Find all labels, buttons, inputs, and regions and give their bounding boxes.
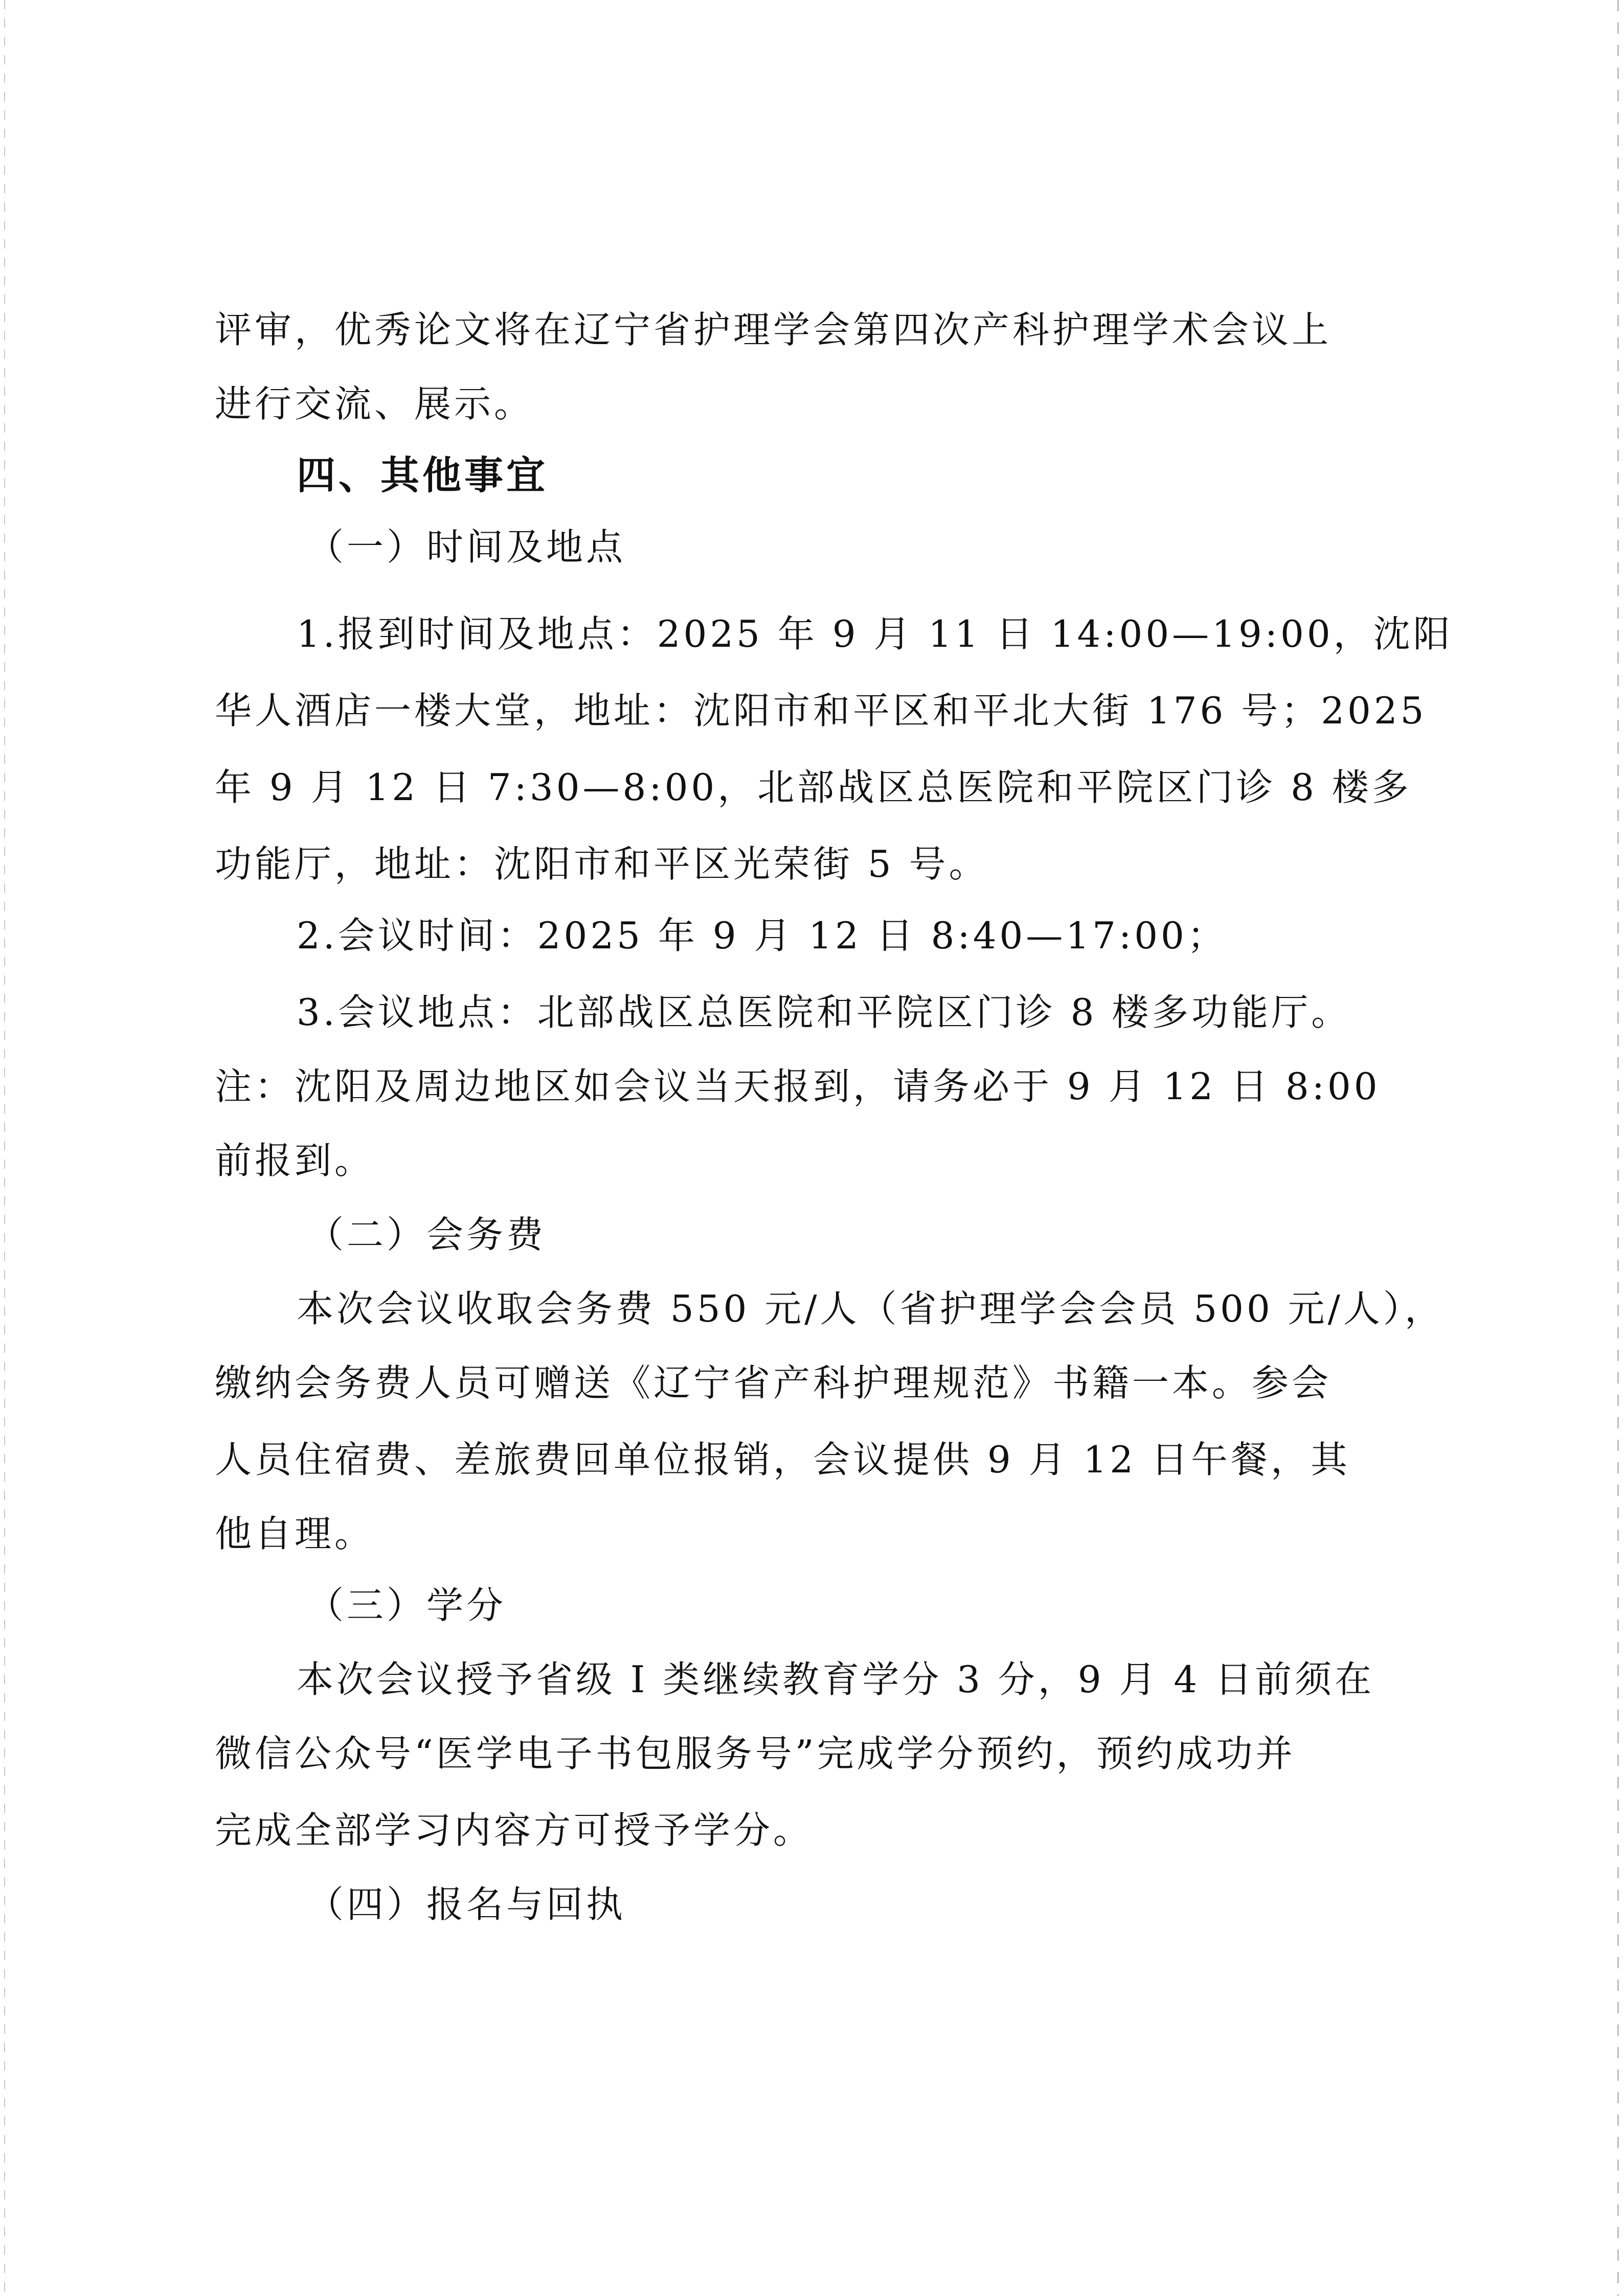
scan-edge-left <box>4 0 5 2296</box>
paragraph-line: 华人酒店一楼大堂，地址：沈阳市和平区和平北大街 176 号；2025 <box>215 689 1427 732</box>
paragraph-line: 3.会议地点：北部战区总医院和平院区门诊 8 楼多功能厅。 <box>297 991 1351 1034</box>
scan-edge-right <box>1617 0 1619 2296</box>
paragraph-line: 人员住宿费、差旅费回单位报销，会议提供 9 月 12 日午餐，其 <box>215 1438 1350 1481</box>
paragraph-line: 本次会议收取会务费 550 元/人（省护理学会会员 500 元/人）， <box>297 1287 1445 1330</box>
paragraph-line: 微信公众号“医学电子书包服务号”完成学分预约，预约成功并 <box>215 1732 1296 1775</box>
paragraph-line: 完成全部学习内容方可授予学分。 <box>215 1809 814 1852</box>
subheading-time-location: （一）时间及地点 <box>307 526 626 569</box>
subheading-credits: （三）学分 <box>307 1584 507 1627</box>
subheading-conference-fee: （二）会务费 <box>307 1213 547 1256</box>
section-heading-other-matters: 四、其他事宜 <box>297 452 548 498</box>
paragraph-line: 缴纳会务费人员可赠送《辽宁省产科护理规范》书籍一本。参会 <box>215 1361 1332 1404</box>
subheading-registration-receipt: （四）报名与回执 <box>307 1883 626 1926</box>
paragraph-line: 他自理。 <box>215 1512 375 1555</box>
paragraph-line: 进行交流、展示。 <box>215 382 534 425</box>
paragraph-line: 2.会议时间：2025 年 9 月 12 日 8:40—17:00； <box>297 914 1227 957</box>
paragraph-line: 年 9 月 12 日 7:30—8:00，北部战区总医院和平院区门诊 8 楼多 <box>215 766 1412 809</box>
paragraph-line: 本次会议授予省级 I 类继续教育学分 3 分，9 月 4 日前须在 <box>297 1658 1375 1701</box>
paragraph-line: 前报到。 <box>215 1139 375 1182</box>
paragraph-line: 1.报到时间及地点：2025 年 9 月 11 日 14:00—19:00，沈阳 <box>297 612 1453 655</box>
paragraph-line: 评审，优秀论文将在辽宁省护理学会第四次产科护理学术会议上 <box>215 308 1332 351</box>
paragraph-line: 注：沈阳及周边地区如会议当天报到，请务必于 9 月 12 日 8:00 <box>215 1065 1381 1108</box>
paragraph-line: 功能厅，地址：沈阳市和平区光荣街 5 号。 <box>215 843 989 885</box>
